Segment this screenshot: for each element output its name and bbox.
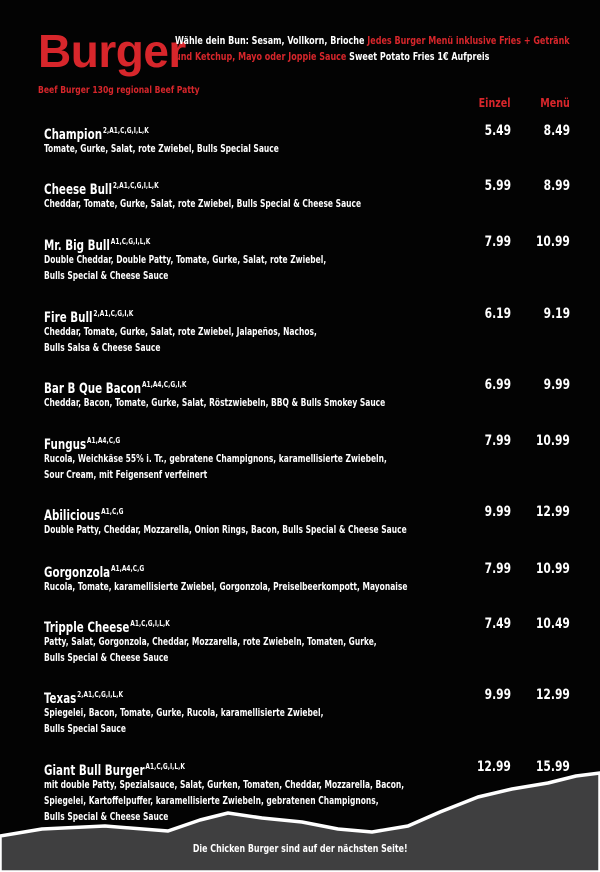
item-name: Giant Bull Burger [44, 763, 145, 779]
allergen-codes: A1,A4,C,G [110, 564, 145, 573]
item-name: Fire Bull [44, 310, 93, 326]
price-menu: 8.49 [543, 123, 570, 139]
price-menu: 9.19 [543, 306, 570, 322]
price-menu: 10.99 [536, 234, 570, 250]
section-subtitle: Beef Burger 130g regional Beef Patty [38, 85, 200, 96]
price-menu: 12.99 [536, 504, 570, 520]
allergen-codes: A1,C,G,I,L,K [110, 237, 151, 246]
price-menu: 8.99 [543, 178, 570, 194]
column-header-menu: Menü [540, 95, 570, 110]
item-name: Abilicious [44, 508, 101, 524]
price-single: 5.49 [484, 123, 511, 139]
price-menu: 10.99 [536, 433, 570, 449]
item-description: Double Cheddar, Double Patty, Tomate, Gurke, Salat, rote Zwiebel, Bulls Special & Cheese Sauce [44, 253, 327, 282]
price-menu: 12.99 [536, 687, 570, 703]
menu-inclusive-text: Jedes Burger Menü inklusive Fries + Getränk und Ketchup, Mayo oder Joppie Sauce [175, 35, 570, 63]
price-menu: 10.49 [536, 616, 570, 632]
price-single: 6.99 [484, 377, 511, 393]
price-single: 5.99 [484, 178, 511, 194]
allergen-codes: A1,C,G,I,L,K [145, 762, 185, 771]
price-menu: 15.99 [536, 759, 570, 775]
item-description: mit double Patty, Spezialsauce, Salat, Gurken, Tomaten, Cheddar, Mozzarella, Bacon, Spiegelei, Kartoffelpuffer, karamellisierte Zwiebeln, gebratenen Champignons, Bulls Special & Cheese Sauce [44, 778, 405, 823]
footer-note-text: Die Chicken Burger sind auf der nächsten Seite! [192, 842, 408, 855]
item-name: Cheese Bull [44, 182, 112, 198]
item-name: Fungus [44, 437, 87, 453]
item-description: Rucola, Tomate, karamellisierte Zwiebel, Gorgonzola, Preiselbeerkompott, Mayonaise [44, 580, 408, 593]
item-description: Double Patty, Cheddar, Mozzarella, Onion Rings, Bacon, Bulls Special & Cheese Sauce [44, 523, 407, 536]
item-description: Cheddar, Tomate, Gurke, Salat, rote Zwiebel, Jalapeños, Nachos, Bulls Salsa & Cheese Sauce [44, 325, 317, 354]
price-single: 9.99 [484, 687, 511, 703]
price-menu: 9.99 [543, 377, 570, 393]
allergen-codes: A1,C,G,I,L,K [130, 619, 170, 628]
item-description: Spiegelei, Bacon, Tomate, Gurke, Rucola, karamellisierte Zwiebel, Bulls Special Sauce [44, 706, 324, 735]
price-single: 6.19 [484, 306, 511, 322]
allergen-codes: A1,A4,C,G,I,K [141, 380, 187, 389]
sweet-potato-text: Sweet Potato Fries 1€ Aufpreis [346, 51, 490, 63]
allergen-codes: 2,A1,C,G,I,L,K [77, 690, 124, 699]
price-single: 7.99 [484, 433, 511, 449]
allergen-codes: 2,A1,C,G,I,L,K [112, 181, 159, 190]
item-description: Cheddar, Bacon, Tomate, Gurke, Salat, Röstzwiebeln, BBQ & Bulls Smokey Sauce [44, 396, 386, 409]
allergen-codes: A1,A4,C,G [86, 436, 121, 445]
price-single: 7.99 [484, 561, 511, 577]
bun-choice-text: Wähle dein Bun: Sesam, Vollkorn, Brioche [175, 35, 368, 47]
item-name: Bar B Que Bacon [44, 381, 142, 397]
footer-note [0, 842, 600, 855]
price-single: 7.49 [484, 616, 511, 632]
item-description: Patty, Salat, Gorgonzola, Cheddar, Mozzarella, rote Zwiebeln, Tomaten, Gurke, Bulls Special & Cheese Sauce [44, 635, 377, 664]
price-single: 12.99 [477, 759, 511, 775]
price-menu: 10.99 [536, 561, 570, 577]
item-name: Texas [44, 691, 77, 707]
item-name: Mr. Big Bull [44, 238, 110, 254]
item-description: Tomate, Gurke, Salat, rote Zwiebel, Bulls Special Sauce [44, 142, 279, 155]
page-title: Burger [38, 25, 186, 77]
column-header-single: Einzel [479, 95, 511, 110]
item-description: Cheddar, Tomate, Gurke, Salat, rote Zwiebel, Bulls Special & Cheese Sauce [44, 197, 362, 210]
allergen-codes: 2,A1,C,G,I,L,K [102, 126, 149, 135]
allergen-codes: 2,A1,C,G,I,K [93, 309, 134, 318]
item-name: Tripple Cheese [44, 620, 130, 636]
price-single: 7.99 [484, 234, 511, 250]
item-name: Champion [44, 127, 103, 143]
item-name: Gorgonzola [44, 565, 111, 581]
item-description: Rucola, Weichkäse 55% i. Tr., gebratene Champignons, karamellisierte Zwiebeln, Sour Cream, mit Feigensenf verfeinert [44, 452, 387, 481]
allergen-codes: A1,C,G [101, 507, 124, 516]
price-single: 9.99 [484, 504, 511, 520]
